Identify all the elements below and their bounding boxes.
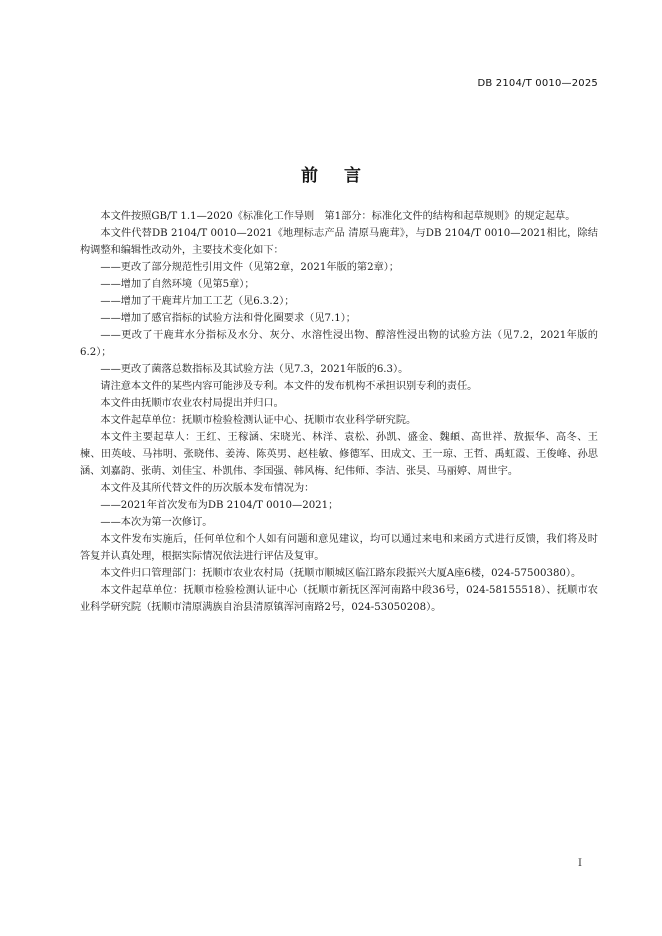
document-code: DB 2104/T 0010—2025 — [477, 78, 598, 89]
paragraph-drafting-units-contact: 本文件起草单位：抚顺市检验检测认证中心（抚顺市新抚区浑河南路中段36号，024-58155518）、抚顺市农业科学研究院（抚顺市清原满族自治县清原镇浑河南路2号，024-53050208）。 — [80, 585, 598, 613]
history-item: ——本次为第一次修订。 — [100, 517, 213, 528]
paragraph-drafting-basis: 本文件按照GB/T 1.1—2020《标准化工作导则 第1部分：标准化文件的结构和起草规则》的规定起草。 — [100, 211, 576, 222]
change-item: ——增加了感官指标的试验方法和骨化圈要求（见7.1）； — [100, 313, 356, 324]
change-item: ——更改了干鹿茸水分指标及水分、灰分、水溶性浸出物、醇溶性浸出物的试验方法（见7.2，2021年版的6.2）； — [80, 330, 598, 358]
paragraph-replacement: 本文件代替DB 2104/T 0010—2021《地理标志产品 清原马鹿茸》，与DB 2104/T 0010—2021相比，除结构调整和编辑性改动外，主要技术变化如下： — [80, 228, 598, 256]
paragraph-drafting-units: 本文件起草单位：抚顺市检验检测认证中心、抚顺市农业科学研究院。 — [100, 415, 417, 426]
paragraph-patent-notice: 请注意本文件的某些内容可能涉及专利。本文件的发布机构不承担识别专利的责任。 — [100, 381, 478, 392]
paragraph-proposer: 本文件由抚顺市农业农村局提出并归口。 — [100, 398, 284, 409]
foreword-body — [80, 208, 598, 616]
change-item: ——更改了部分规范性引用文件（见第2章，2021年版的第2章）； — [100, 262, 400, 273]
page-number: I — [578, 858, 582, 869]
history-item: ——2021年首次发布为DB 2104/T 0010—2021； — [100, 500, 339, 511]
paragraph-feedback: 本文件发布实施后，任何单位和个人如有问题和意见建议，均可以通过来电和来函方式进行反馈，我们将及时答复并认真处理，根据实际情况依法进行评估及复审。 — [80, 534, 598, 562]
change-item: ——增加了自然环境（见第5章）； — [100, 279, 255, 290]
change-item: ——增加了干鹿茸片加工工艺（见6.3.2）； — [100, 296, 295, 307]
paragraph-version-history: 本文件及其所代替文件的历次版本发布情况为： — [100, 483, 315, 494]
change-item: ——更改了菌落总数指标及其试验方法（见7.3，2021年版的6.3）。 — [100, 364, 409, 375]
page-title: 前言 — [301, 166, 387, 186]
paragraph-drafters: 本文件主要起草人：王红、王稼涵、宋晓光、林洋、袁松、孙凯、盛金、魏頔、高世祥、敖振华、高冬、王楝、田英岐、马祎明、张晓伟、姜涛、陈英男、赵桂敏、修德军、田成文、王一琼、王哲、禹虹霞、王俊峰、孙思涵、刘嘉韵、张萌、刘佳宝、朴凯伟、李国强、韩风梅、纪伟师、李洁、张昊、马丽婷、周世宇。 — [80, 432, 598, 477]
paragraph-management-dept: 本文件归口管理部门：抚顺市农业农村局（抚顺市顺城区临江路东段振兴大厦A座6楼，024-57500380）。 — [100, 568, 582, 579]
